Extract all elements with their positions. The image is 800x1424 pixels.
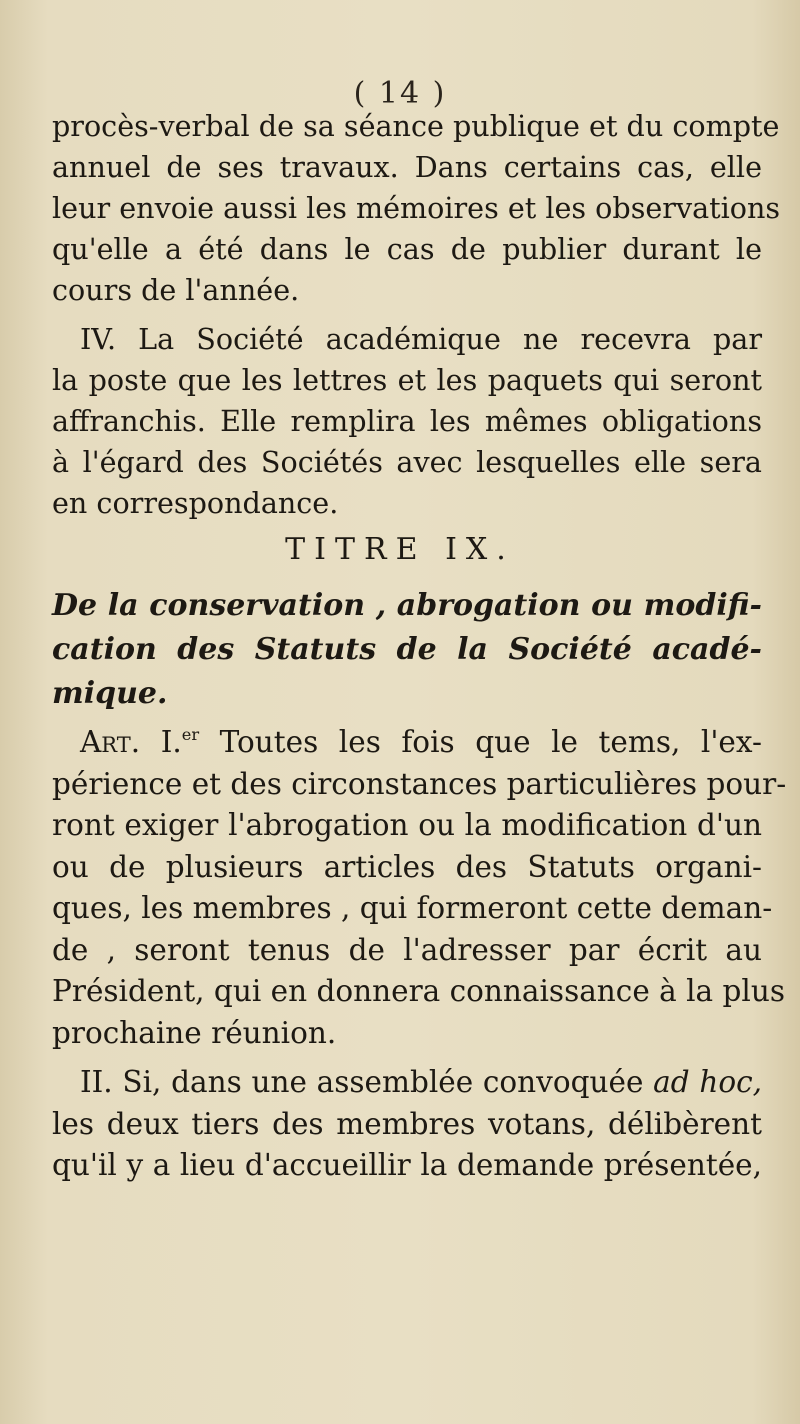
text-line: procès-verbal de sa séance publique et du compte [52, 109, 780, 143]
text-line: les deux tiers des membres votans, délibèrent [52, 1106, 762, 1141]
text-line: la poste que les lettres et les paquets qui seront [52, 363, 762, 397]
article-number: I. [160, 725, 182, 759]
article-2-first-line [52, 1062, 762, 1104]
article-label: Art. [80, 725, 141, 759]
section-subtitle [52, 584, 762, 716]
article-1-first-line [52, 722, 762, 764]
page-number: ( 14 ) [353, 76, 447, 111]
text-line: qu'il y a lieu d'accueillir la demande présentée, [52, 1148, 762, 1182]
text-line: IV. La Société académique ne recevra par [80, 322, 762, 356]
text-line: affranchis. Elle remplira les mêmes obligations [52, 404, 762, 438]
text-line: prochaine réunion. [52, 1015, 337, 1050]
text-line: leur envoie aussi les mémoires et les observations [52, 191, 781, 225]
text-line: Président, qui en donnera connaissance à la plus [52, 974, 785, 1008]
subtitle-line: cation des Statuts de la Société acadé- [52, 632, 762, 667]
text-fragment: II. Si, dans une assemblée convoquée [80, 1065, 644, 1099]
section-title: TITRE IX. [285, 532, 515, 567]
text-fragment: Toutes les fois que le tems, l'ex- [219, 725, 762, 759]
text-line: qu'elle a été dans le cas de publier durant le [52, 232, 762, 266]
text-line: cours de l'année. [52, 273, 300, 307]
intro-paragraph [52, 106, 781, 524]
text-line: annuel de ses travaux. Dans certains cas, elle [52, 150, 762, 184]
text-line: à l'égard des Sociétés avec lesquelles elle sera [52, 445, 762, 479]
text-line: de , seront tenus de l'adresser par écrit au [52, 932, 762, 967]
text-line: ques, les membres , qui formeront cette deman- [52, 891, 773, 925]
text-line: ront exiger l'abrogation ou la modification d'un [52, 808, 762, 842]
text-line: en correspondance. [52, 486, 339, 520]
articles [52, 722, 787, 1187]
subtitle-line: De la conservation , abrogation ou modifi- [52, 588, 762, 623]
article-number-sup: er [181, 724, 200, 744]
latin-phrase: ad hoc, [653, 1065, 762, 1099]
subtitle-line: mique. [52, 676, 168, 711]
text-line: périence et des circonstances particulières pour- [52, 766, 787, 801]
text-line: ou de plusieurs articles des Statuts organi- [52, 849, 762, 884]
